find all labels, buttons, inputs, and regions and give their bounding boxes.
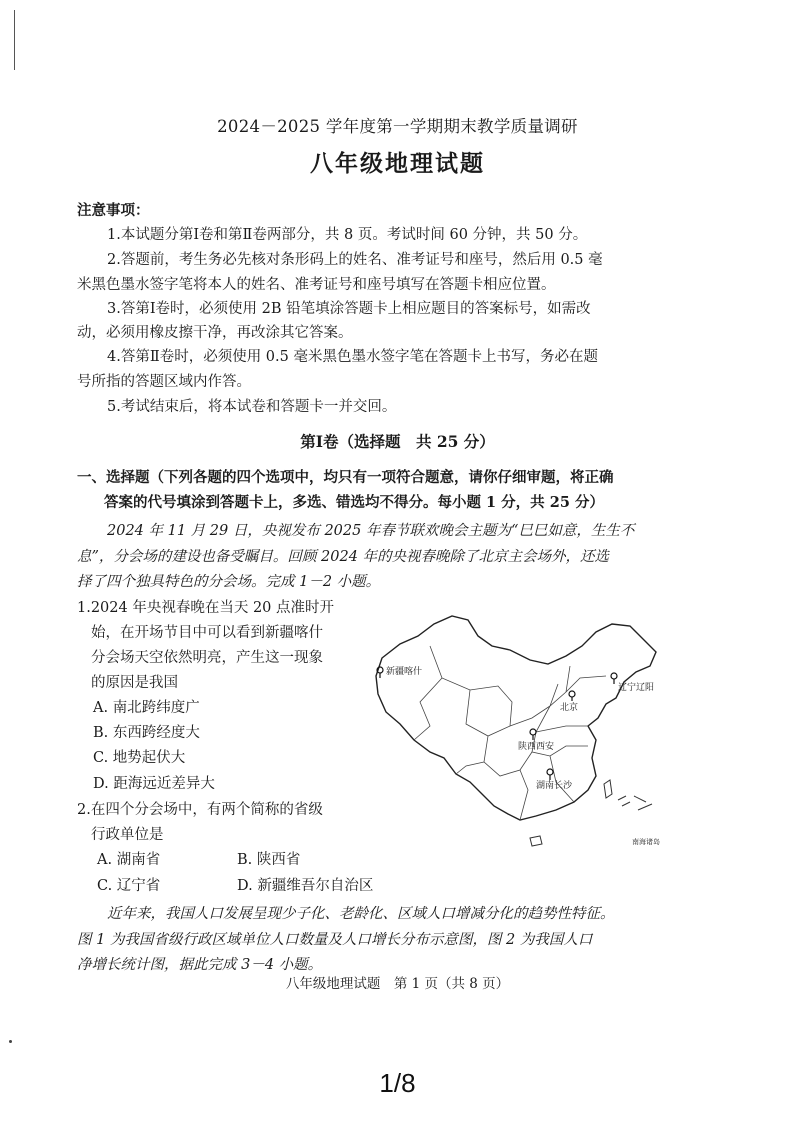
passage-line: 近年来，我国人口发展呈现少子化、老龄化、区域人口增减分化的趋势性特征。 xyxy=(107,906,615,922)
question-1-option-a: A. 南北跨纬度广 xyxy=(93,700,200,716)
scan-edge-mark xyxy=(14,10,15,70)
notice-line: 2.答题前，考生务必先核对条形码上的姓名、准考证号和座号，然后用 0.5 毫 xyxy=(107,252,603,268)
china-map-figure xyxy=(360,606,674,858)
notice-line: 米黑色墨水签字笔将本人的姓名、准考证号和座号填写在答题卡相应位置。 xyxy=(77,277,556,293)
taiwan-island xyxy=(604,780,612,798)
question-2-option-d: D. 新疆维吾尔自治区 xyxy=(237,878,374,894)
question-1-option-b: B. 东西跨经度大 xyxy=(93,725,200,741)
question-1-option-d: D. 距海远近差异大 xyxy=(93,776,215,792)
exam-subject-title: 八年级地理试题 xyxy=(310,150,485,177)
map-label-liaoning: 辽宁辽阳 xyxy=(618,683,655,693)
scan-dot xyxy=(9,1040,12,1043)
map-label-xian: 陕西西安 xyxy=(518,742,555,752)
page-indicator: 1/8 xyxy=(379,1068,416,1098)
map-label-south-sea: 南海诸岛 xyxy=(632,838,660,846)
question-1-option-c: C. 地势起伏大 xyxy=(93,750,186,766)
question-1-stem: 的原因是我国 xyxy=(91,675,178,691)
passage-line: 图 1 为我国省级行政区域单位人口数量及人口增长分布示意图，图 2 为我国人口 xyxy=(77,932,593,948)
question-2-option-c: C. 辽宁省 xyxy=(97,878,161,894)
china-outline xyxy=(376,616,656,820)
notice-line: 1.本试题分第Ⅰ卷和第Ⅱ卷两部分，共 8 页。考试时间 60 分钟，共 50 分。 xyxy=(107,227,588,243)
notice-line: 5.考试结束后，将本试卷和答题卡一并交回。 xyxy=(107,399,397,415)
part1-heading: 第Ⅰ卷（选择题 共 25 分） xyxy=(300,432,495,451)
passage-line: 息”，分会场的建设也备受瞩目。回顾 2024 年的央视春晚除了北京主会场外，还选 xyxy=(77,549,610,565)
passage-line: 2024 年 11 月 29 日，央视发布 2025 年春节联欢晚会主题为“巳巳如意，生生不 xyxy=(107,523,635,539)
section-instruction: 答案的代号填涂到答题卡上，多选、错选均不得分。每小题 1 分，共 25 分） xyxy=(104,494,604,511)
notice-line: 号所指的答题区域内作答。 xyxy=(77,374,251,390)
question-2-stem: 2.在四个分会场中，有两个简称的省级 xyxy=(77,802,323,818)
notice-heading: 注意事项： xyxy=(77,202,150,219)
map-label-changsha: 湖南长沙 xyxy=(536,781,573,791)
hainan-island xyxy=(530,836,542,846)
south-sea-marks xyxy=(618,796,652,810)
notice-line: 4.答第Ⅱ卷时，必须使用 0.5 毫米黑色墨水签字笔在答题卡上书写，务必在题 xyxy=(107,349,598,365)
notice-line: 3.答第Ⅰ卷时，必须使用 2B 铅笔填涂答题卡上相应题目的答案标号，如需改 xyxy=(107,301,591,317)
question-2-option-b: B. 陕西省 xyxy=(237,852,301,868)
exam-session-title: 2024－2025 学年度第一学期期末教学质量调研 xyxy=(217,117,578,136)
question-2-stem: 行政单位是 xyxy=(91,827,164,843)
section-instruction: 一、选择题（下列各题的四个选项中，均只有一项符合题意，请你仔细审题，将正确 xyxy=(77,469,614,486)
notice-line: 动，必须用橡皮擦干净，再改涂其它答案。 xyxy=(77,325,353,341)
china-map-svg xyxy=(360,606,674,858)
question-1-stem: 始，在开场节目中可以看到新疆喀什 xyxy=(91,625,323,641)
passage-line: 净增长统计图，据此完成 3－4 小题。 xyxy=(77,957,323,973)
page-footer: 八年级地理试题 第 1 页（共 8 页） xyxy=(285,976,510,992)
map-label-beijing: 北京 xyxy=(560,703,579,713)
question-2-option-a: A. 湖南省 xyxy=(97,852,161,868)
question-1-stem: 1.2024 年央视春晚在当天 20 点准时开 xyxy=(77,600,335,616)
map-label-kashi: 新疆喀什 xyxy=(386,667,423,677)
passage-line: 择了四个独具特色的分会场。完成 1－2 小题。 xyxy=(77,574,381,590)
question-1-stem: 分会场天空依然明亮，产生这一现象 xyxy=(91,650,323,666)
